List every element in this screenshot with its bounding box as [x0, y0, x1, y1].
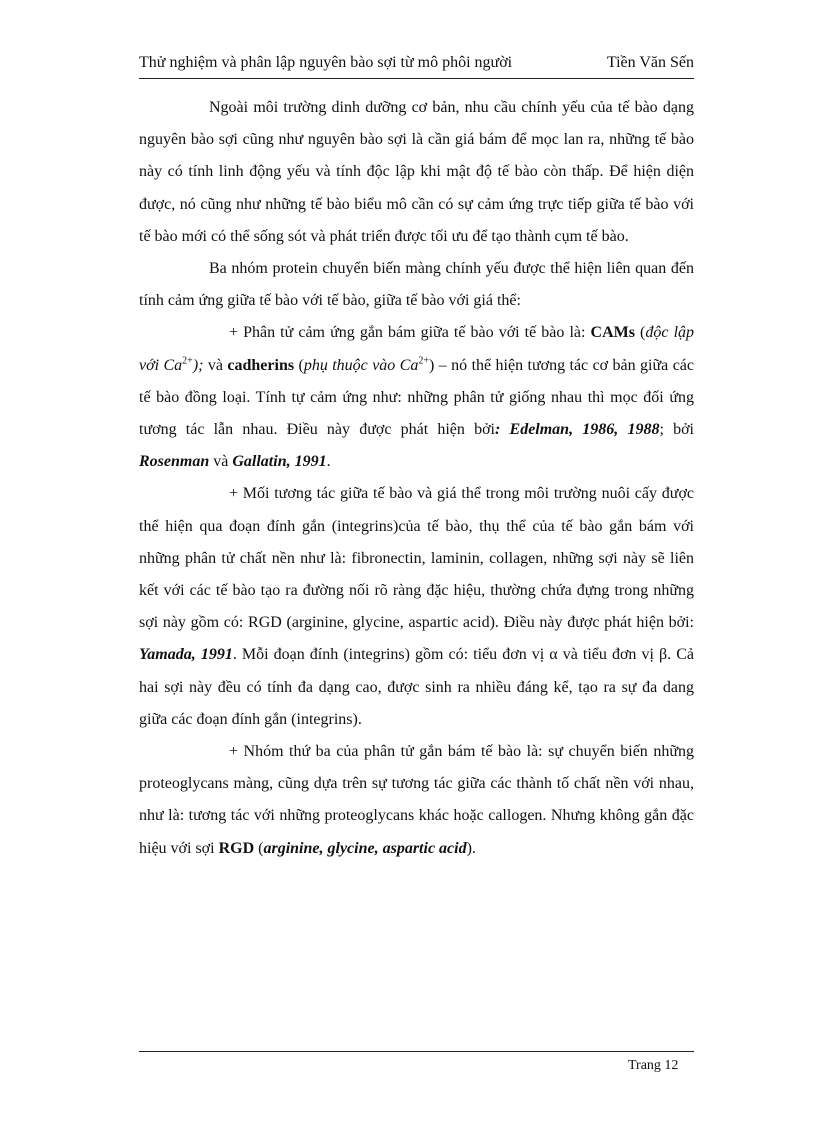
- reference-rosenman: Rosenman: [139, 453, 210, 471]
- note-close: );: [192, 356, 204, 374]
- superscript: 2+: [182, 355, 193, 367]
- paragraph-protein-groups: Ba nhóm protein chuyển biến màng chính yếu được thể hiện liên quan đến tính cảm ứng giữa tế bào với tế bào, giữa tế bào với giá thể:: [139, 260, 694, 310]
- text: .: [326, 453, 331, 471]
- text: + Mối tương tác giữa tế bào và giá thể trong môi trường nuôi cấy được thể hiện qua đoạn đính gắn (integrins)của tế bào, thụ thể của tế bào gắn bám với những phân tử chất nền như là: fibronectin, laminin, collagen, những sợi này sẽ liên kết với các tế bào tạo ra đường nối rõ ràng đặc hiệu, thường chứa đựng trong những sợi này gồm có: RGD (arginine, glycine, aspartic acid). Điều này được phát hiện bởi:: [139, 485, 694, 632]
- footer-divider: [139, 1051, 694, 1052]
- note-calcium-independent: độc lập với Ca: [139, 324, 695, 374]
- text: . Mỗi đoạn đính (integrins) gồm có: tiểu đơn vị α và tiểu đơn vị β. Cả hai sợi này đều có tính đa dạng cao, được sinh ra nhiều đáng kể, tạo ra sự đa dang giữa các đoạn đính gắn (integrins).: [139, 646, 695, 728]
- document-body: [139, 92, 694, 865]
- text: ; bởi: [659, 421, 694, 439]
- page-number: Trang 12: [628, 1058, 679, 1073]
- text: ) – nó thể hiện tương tác cơ bản giữa các tế bào đồng loại. Tính tự cảm ứng như: những phân tử giống nhau thì mọc đối ứng tương tác lẫn nhau. Điều này được phát hiện bởi: [139, 356, 694, 439]
- paragraph-intro: Ngoài môi trường dinh dưỡng cơ bản, nhu cầu chính yếu của tế bào dạng nguyên bào sợi cũng như nguyên bào sợi là cần giá bám để mọc lan ra, những tế bào này có tính linh động yếu và tính độc lập khi mật độ tế bào còn thấp. Để hiện diện được, nó cũng như những tế bào biểu mô cần có sự cảm ứng trực tiếp giữa tế bào với tế bào mới có thể sống sót và phát triển được tối ưu để tạo thành cụm tế bào.: [139, 99, 694, 245]
- text: ).: [466, 839, 476, 857]
- term-cams: CAMs: [590, 324, 635, 342]
- page-header: [139, 48, 694, 79]
- reference-edelman: : Edelman, 1986, 1988: [495, 421, 660, 439]
- reference-yamada: Yamada, 1991: [139, 646, 233, 664]
- paragraph-proteoglycans: [139, 736, 694, 865]
- text: (: [634, 324, 646, 342]
- text: và: [203, 356, 228, 374]
- paragraph-integrins: [139, 478, 694, 736]
- text: (: [254, 839, 264, 857]
- term-rgd: RGD: [218, 839, 255, 857]
- header-author: Tiền Văn Sến: [606, 54, 694, 71]
- header-title: Thử nghiệm và phân lập nguyên bào sợi từ mô phôi người: [139, 54, 513, 71]
- text: và: [209, 453, 233, 471]
- text: (: [294, 356, 304, 374]
- term-cadherins: cadherins: [227, 356, 295, 374]
- paragraph-cams: [139, 317, 694, 478]
- text: + Phân tử cảm ứng gắn bám giữa tế bào với tế bào là:: [229, 324, 591, 342]
- text: + Nhóm thứ ba của phân tử gắn bám tế bào là: sự chuyển biến những proteoglycans màng, cũng dựa trên sự tương tác giữa các thành tố chất nền với nhau, như là: tương tác với những proteoglycans khác hoặc callogen. Nhưng không gắn đặc hiệu với sợi: [139, 743, 694, 857]
- note-calcium-dependent: phụ thuộc vào Ca: [303, 356, 419, 374]
- rgd-components: arginine, glycine, aspartic acid: [263, 839, 467, 857]
- superscript: 2+: [418, 355, 430, 367]
- reference-gallatin: Gallatin, 1991: [232, 453, 327, 471]
